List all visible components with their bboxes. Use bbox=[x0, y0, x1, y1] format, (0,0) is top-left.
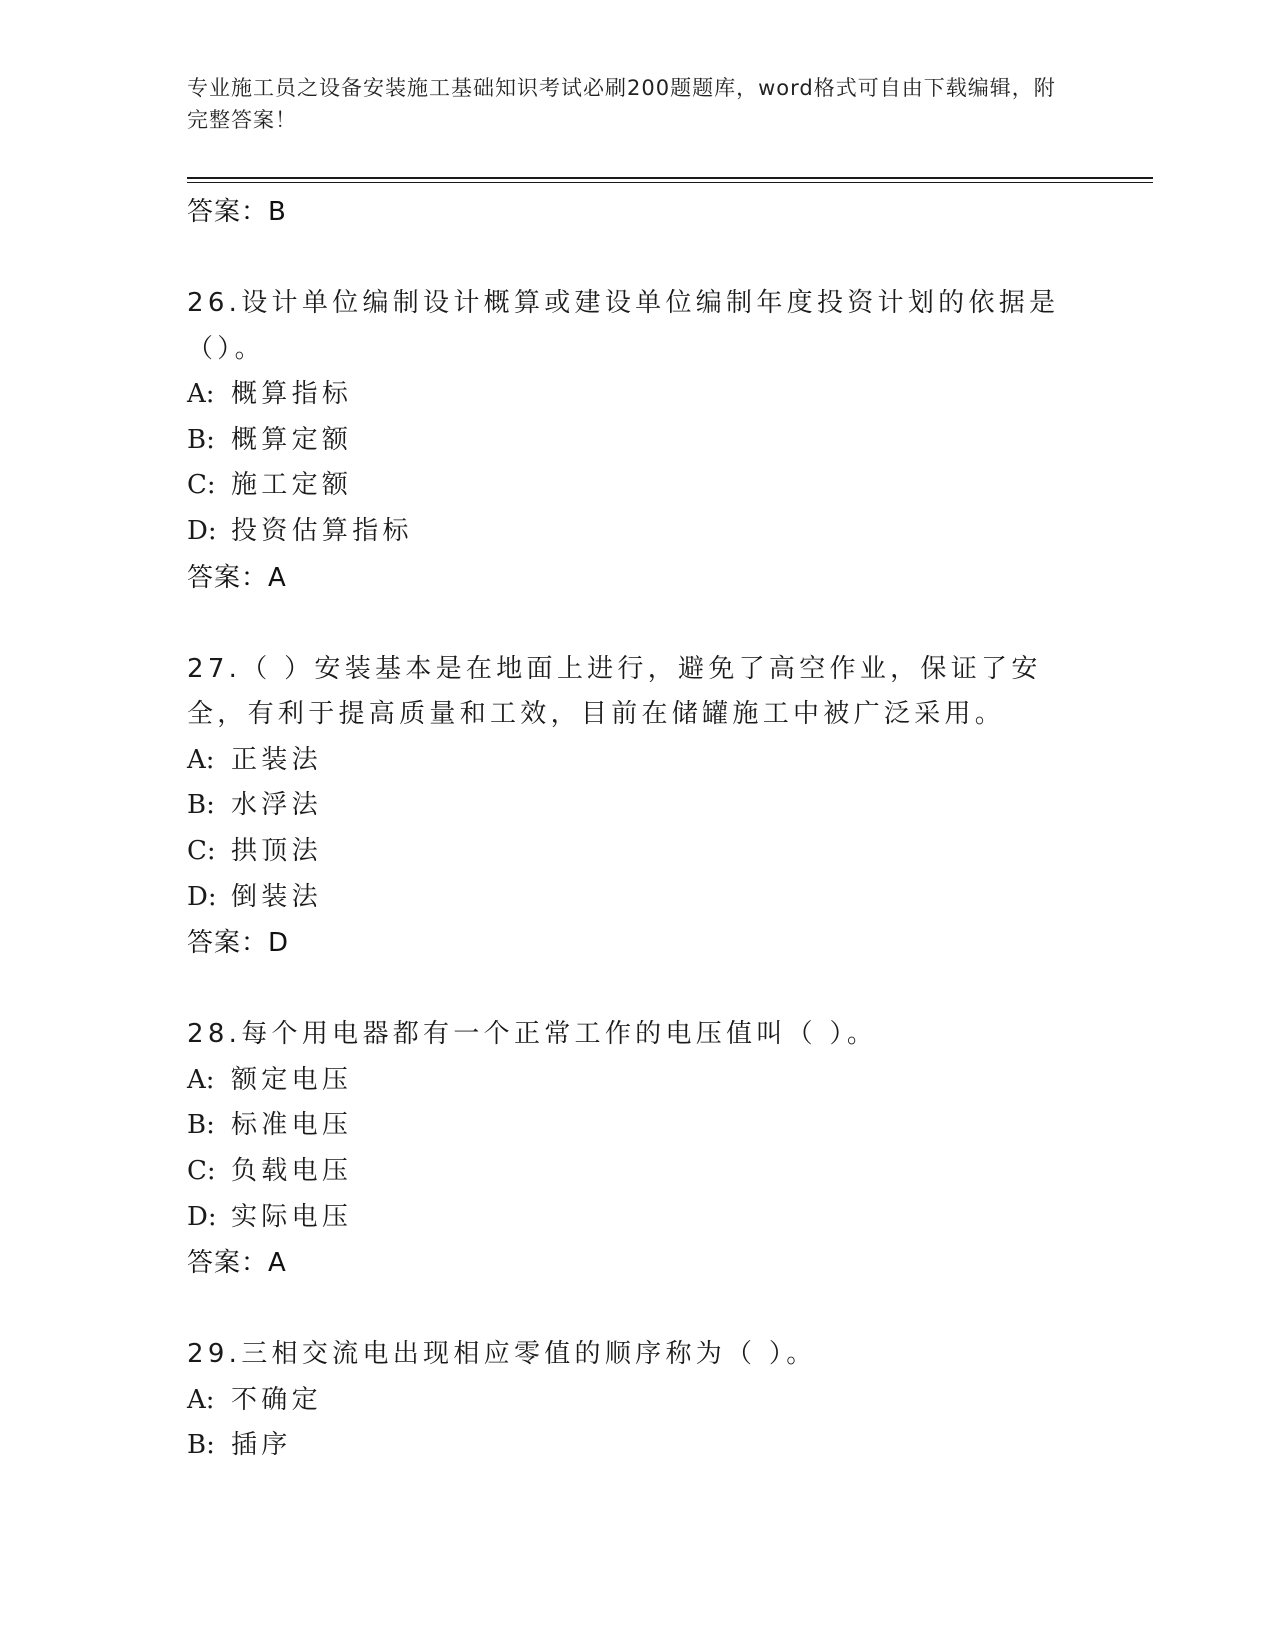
question-gap bbox=[187, 601, 1067, 647]
option-letter: A: bbox=[187, 1064, 215, 1095]
option-row bbox=[187, 509, 1067, 555]
option-text: 标准电压 bbox=[231, 1110, 353, 1141]
option-row bbox=[187, 372, 1067, 418]
question-block bbox=[187, 281, 1067, 601]
question-gap bbox=[187, 1286, 1067, 1332]
question-block bbox=[187, 1332, 1067, 1469]
option-text: 插序 bbox=[231, 1430, 292, 1461]
question-block bbox=[187, 1012, 1067, 1286]
question-stem: 27.（ ）安装基本是在地面上进行，避免了高空作业，保证了安全，有利于提高质量和工效，目前在储罐施工中被广泛采用。 bbox=[187, 653, 1042, 730]
option-letter: B: bbox=[187, 1110, 215, 1141]
header-rule-thick bbox=[187, 177, 1153, 179]
answer-line: 答案：B bbox=[187, 197, 287, 227]
option-letter: C: bbox=[187, 1155, 216, 1186]
option-text: 额定电压 bbox=[231, 1064, 353, 1095]
option-text: 实际电压 bbox=[231, 1201, 353, 1232]
question-stem: 26.设计单位编制设计概算或建设单位编制年度投资计划的依据是（）。 bbox=[187, 288, 1060, 364]
question-stem: 28.每个用电器都有一个正常工作的电压值叫（ ）。 bbox=[187, 1019, 878, 1050]
option-row bbox=[187, 1103, 1067, 1149]
option-text: 施工定额 bbox=[231, 470, 353, 501]
header-rule-thin bbox=[187, 182, 1153, 183]
option-row bbox=[187, 783, 1067, 829]
option-letter: D: bbox=[187, 1201, 217, 1232]
option-letter: A: bbox=[187, 744, 215, 775]
option-row bbox=[187, 1058, 1067, 1104]
option-row bbox=[187, 1195, 1067, 1241]
option-row bbox=[187, 1378, 1067, 1424]
question-block bbox=[187, 647, 1067, 967]
answer-line: 答案：D bbox=[187, 928, 290, 959]
option-row bbox=[187, 418, 1067, 464]
option-letter: D: bbox=[187, 515, 217, 546]
option-letter: A: bbox=[187, 1384, 215, 1415]
option-text: 不确定 bbox=[231, 1384, 322, 1415]
answer-line: 答案：A bbox=[187, 1248, 287, 1279]
option-text: 负载电压 bbox=[231, 1155, 353, 1186]
option-letter: B: bbox=[187, 1430, 215, 1461]
option-text: 概算指标 bbox=[231, 379, 353, 410]
option-letter: B: bbox=[187, 424, 215, 455]
question-gap bbox=[187, 235, 1067, 281]
option-text: 拱顶法 bbox=[231, 835, 322, 866]
answer-line: 答案：A bbox=[187, 562, 287, 593]
option-text: 正装法 bbox=[231, 744, 322, 775]
option-row bbox=[187, 829, 1067, 875]
option-letter: A: bbox=[187, 379, 215, 410]
question-stem: 29.三相交流电出现相应零值的顺序称为（ ）。 bbox=[187, 1339, 817, 1370]
option-letter: C: bbox=[187, 835, 216, 866]
option-row bbox=[187, 463, 1067, 509]
option-row bbox=[187, 1423, 1067, 1469]
option-letter: D: bbox=[187, 881, 217, 912]
option-row bbox=[187, 875, 1067, 921]
document-header: 专业施工员之设备安装施工基础知识考试必刷200题题库，word格式可自由下载编辑，附完整答案！ bbox=[187, 76, 1056, 132]
option-text: 水浮法 bbox=[231, 790, 322, 821]
option-row bbox=[187, 1149, 1067, 1195]
option-text: 投资估算指标 bbox=[231, 515, 413, 546]
option-letter: C: bbox=[187, 470, 216, 501]
question-gap bbox=[187, 966, 1067, 1012]
option-row bbox=[187, 738, 1067, 784]
document-body bbox=[187, 189, 1067, 1469]
option-letter: B: bbox=[187, 790, 215, 821]
option-text: 倒装法 bbox=[231, 881, 322, 912]
option-text: 概算定额 bbox=[231, 424, 353, 455]
